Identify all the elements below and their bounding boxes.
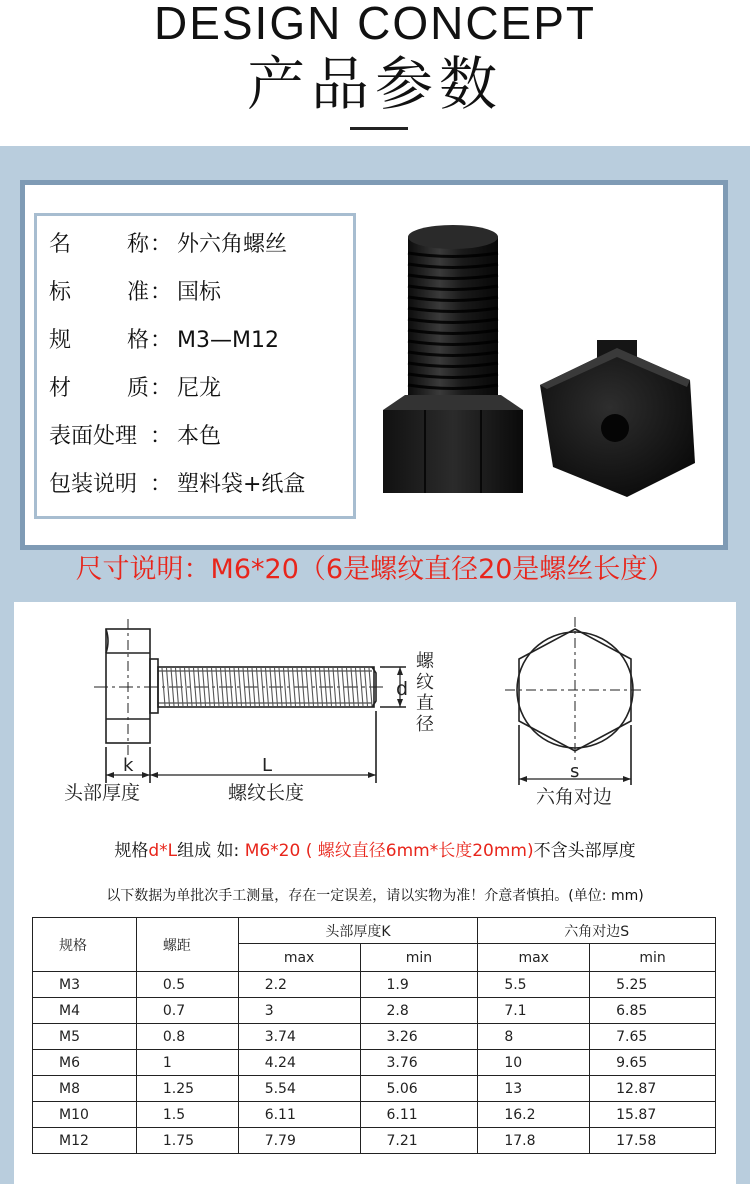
spec-row xyxy=(49,374,349,404)
table-cell: 2.2 xyxy=(238,972,360,998)
spec-key-part: 标 xyxy=(49,280,72,305)
spec-colon: ： xyxy=(150,376,173,401)
table-cell: 10 xyxy=(478,1050,590,1076)
header-s-max: max xyxy=(478,944,590,972)
table-cell: M4 xyxy=(33,998,137,1024)
svg-text:纹: 纹 xyxy=(416,672,434,693)
table-cell: 3.26 xyxy=(360,1024,478,1050)
dimension-table xyxy=(32,917,716,1154)
title-en: DESIGN CONCEPT xyxy=(153,0,597,49)
head-thickness-caption: 头部厚度 xyxy=(64,782,141,804)
technical-drawing xyxy=(50,615,710,815)
across-flats-caption: 六角对边 xyxy=(536,786,613,808)
thread-diameter-label: d xyxy=(396,678,409,700)
header-spec: 规格 xyxy=(33,918,137,972)
table-cell: 1.25 xyxy=(136,1076,238,1102)
table-cell: 7.79 xyxy=(238,1128,360,1154)
header-k-max: max xyxy=(238,944,360,972)
table-cell: 7.1 xyxy=(478,998,590,1024)
spec-colon: ： xyxy=(150,424,173,449)
spec-row xyxy=(49,422,349,452)
table-row xyxy=(33,1076,716,1102)
length-letter: L xyxy=(262,755,273,776)
spec-colon: ： xyxy=(150,328,173,353)
table-cell: 4.24 xyxy=(238,1050,360,1076)
spec-key xyxy=(49,230,149,260)
table-cell: 9.65 xyxy=(590,1050,716,1076)
spec-value: 外六角螺丝 xyxy=(177,232,288,257)
table-cell: M12 xyxy=(33,1128,137,1154)
header-head-thickness: 头部厚度K xyxy=(238,918,478,944)
measurement-disclaimer: 以下数据为单批次手工测量，存在一定误差，请以实物为准！介意者慎拍。(单位: mm) xyxy=(106,888,644,904)
table-cell: 6.11 xyxy=(360,1102,478,1128)
thread-diameter-caption xyxy=(416,651,435,735)
table-cell: 8 xyxy=(478,1024,590,1050)
spec-value: 国标 xyxy=(177,280,222,305)
svg-text:径: 径 xyxy=(416,714,434,735)
spec-row xyxy=(49,278,349,308)
svg-text:直: 直 xyxy=(416,693,434,714)
table-row xyxy=(33,972,716,998)
spec-table xyxy=(34,213,356,519)
spec-key xyxy=(49,374,149,404)
spec-colon: ： xyxy=(150,280,173,305)
spec-colon: ： xyxy=(150,232,173,257)
spec-key xyxy=(49,470,149,500)
size-note: 尺寸说明：M6*20（6是螺纹直径20是螺丝长度） xyxy=(75,554,675,585)
table-row xyxy=(33,1024,716,1050)
spec-row xyxy=(49,470,349,500)
table-cell: 0.5 xyxy=(136,972,238,998)
table-cell: 5.06 xyxy=(360,1076,478,1102)
table-cell: M8 xyxy=(33,1076,137,1102)
table-cell: M3 xyxy=(33,972,137,998)
table-cell: 1.5 xyxy=(136,1102,238,1128)
title-underline xyxy=(350,127,408,130)
spec-colon: ： xyxy=(150,472,173,497)
length-caption: 螺纹长度 xyxy=(228,782,305,804)
spec-key-part: 质 xyxy=(126,376,149,401)
header-pitch: 螺距 xyxy=(136,918,238,972)
bolt-side-view xyxy=(383,225,523,493)
spec-key-part: 称 xyxy=(126,232,149,257)
header-across-flats: 六角对边S xyxy=(478,918,716,944)
table-cell: 16.2 xyxy=(478,1102,590,1128)
table-cell: M5 xyxy=(33,1024,137,1050)
table-cell: M10 xyxy=(33,1102,137,1128)
spec-value: M3—M12 xyxy=(177,328,279,353)
header-s-min: min xyxy=(590,944,716,972)
table-cell: 3.74 xyxy=(238,1024,360,1050)
svg-text:螺: 螺 xyxy=(416,651,434,672)
spec-key-part: 准 xyxy=(126,280,149,305)
spec-key xyxy=(49,422,149,452)
table-row xyxy=(33,1128,716,1154)
spec-key-part: 材 xyxy=(49,376,72,401)
head-thickness-letter: k xyxy=(123,755,134,776)
header-k-min: min xyxy=(360,944,478,972)
table-cell: 5.5 xyxy=(478,972,590,998)
table-cell: 17.58 xyxy=(590,1128,716,1154)
table-cell: 12.87 xyxy=(590,1076,716,1102)
table-cell: 1.9 xyxy=(360,972,478,998)
table-row xyxy=(33,1102,716,1128)
table-cell: 5.54 xyxy=(238,1076,360,1102)
table-cell: 0.8 xyxy=(136,1024,238,1050)
table-cell: 1 xyxy=(136,1050,238,1076)
table-cell: 5.25 xyxy=(590,972,716,998)
spec-row xyxy=(49,230,349,260)
spec-key-part: 表面处理 xyxy=(49,424,138,449)
spec-key-part: 规 xyxy=(49,328,72,353)
table-cell: 17.8 xyxy=(478,1128,590,1154)
table-cell: 3 xyxy=(238,998,360,1024)
table-cell: 15.87 xyxy=(590,1102,716,1128)
table-cell: 6.85 xyxy=(590,998,716,1024)
table-cell: 7.65 xyxy=(590,1024,716,1050)
table-cell: 0.7 xyxy=(136,998,238,1024)
spec-key-part: 名 xyxy=(49,232,72,257)
bolt-head-view xyxy=(540,340,695,497)
spec-value: 塑料袋+纸盒 xyxy=(177,472,306,497)
page-header xyxy=(0,0,750,146)
table-cell: 3.76 xyxy=(360,1050,478,1076)
spec-key xyxy=(49,326,149,356)
table-cell: 6.11 xyxy=(238,1102,360,1128)
table-cell: 1.75 xyxy=(136,1128,238,1154)
table-cell: M6 xyxy=(33,1050,137,1076)
table-cell: 7.21 xyxy=(360,1128,478,1154)
across-flats-letter: s xyxy=(570,761,580,782)
spec-key-part: 包装说明 xyxy=(49,472,138,497)
spec-row xyxy=(49,326,349,356)
table-cell: 13 xyxy=(478,1076,590,1102)
spec-value: 本色 xyxy=(177,424,222,449)
product-photo xyxy=(365,205,715,525)
table-cell: 2.8 xyxy=(360,998,478,1024)
spec-key xyxy=(49,278,149,308)
spec-key-part: 格 xyxy=(126,328,149,353)
spec-composition-note: 规格d*L组成 如: M6*20 ( 螺纹直径6mm*长度20mm)不含头部厚度 xyxy=(114,841,636,861)
table-row xyxy=(33,998,716,1024)
spec-value: 尼龙 xyxy=(177,376,222,401)
title-cn: 产品参数 xyxy=(246,50,503,118)
table-row xyxy=(33,1050,716,1076)
